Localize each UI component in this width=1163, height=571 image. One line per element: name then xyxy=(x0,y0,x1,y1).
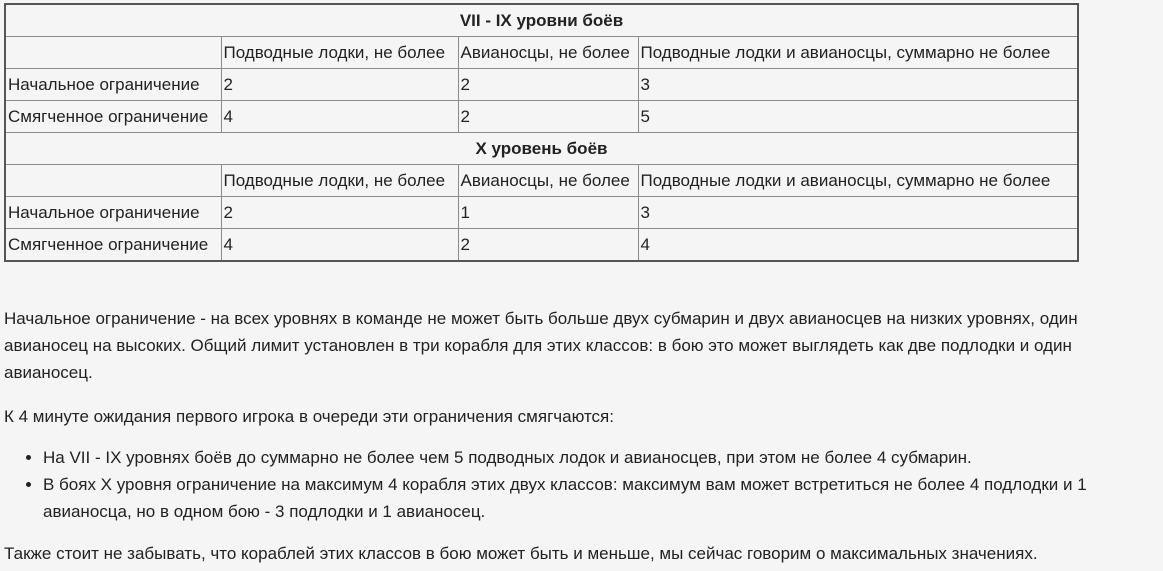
table-row xyxy=(5,197,1078,229)
paragraph-initial-limit: Начальное ограничение - на всех уровнях в команде не может быть больше двух субмарин и двух авианосцев на низких уровнях, один авианосец на высоких. Общий лимит установлен в три корабля для этих классов: в бою это может выглядеть как две подлодки и один авианосец. xyxy=(4,309,1078,382)
cell-combined: 4 xyxy=(638,229,1078,262)
list-item: • На VII - IX уровнях боёв до суммарно не более чем 5 подводных лодок и авианосцев, при этом не более 4 субмарин. xyxy=(43,444,1160,471)
section-title: VII - IX уровни боёв xyxy=(5,4,1078,37)
header-cell-carriers: Авианосцы, не более xyxy=(458,37,638,69)
table-header-row xyxy=(5,165,1078,197)
cell-combined: 3 xyxy=(638,69,1078,101)
row-label: Начальное ограничение xyxy=(5,197,221,229)
list-item: • В боях X уровня ограничение на максимум 4 корабля этих двух классов: максимум вам может встретиться не более 4 подлодки и 1 авианосца, но в одном бою - 3 подлодки и 1 авианосец. xyxy=(43,471,1160,525)
bullet-list xyxy=(4,444,1160,525)
paragraph-note: Также стоит не забывать, что кораблей этих классов в бою может быть и меньше, мы сейчас говорим о максимальных значениях. xyxy=(4,544,1038,563)
cell-carriers: 2 xyxy=(458,101,638,133)
row-label: Смягченное ограничение xyxy=(5,101,221,133)
table-row xyxy=(5,101,1078,133)
section-title: X уровень боёв xyxy=(5,133,1078,165)
section-title-row xyxy=(5,133,1078,165)
cell-carriers: 2 xyxy=(458,229,638,262)
cell-combined: 5 xyxy=(638,101,1078,133)
row-label: Начальное ограничение xyxy=(5,69,221,101)
table-row xyxy=(5,229,1078,262)
article-text xyxy=(4,305,1160,567)
cell-submarines: 4 xyxy=(221,101,458,133)
cell-submarines: 4 xyxy=(221,229,458,262)
header-cell-submarines: Подводные лодки, не более xyxy=(221,165,458,197)
header-cell-combined: Подводные лодки и авианосцы, суммарно не более xyxy=(638,37,1078,69)
cell-carriers: 1 xyxy=(458,197,638,229)
limits-table xyxy=(4,3,1079,262)
row-label: Смягченное ограничение xyxy=(5,229,221,262)
cell-combined: 3 xyxy=(638,197,1078,229)
section-title-row xyxy=(5,4,1078,37)
paragraph-softening: К 4 минуте ожидания первого игрока в очереди эти ограничения смягчаются: xyxy=(4,407,614,426)
cell-submarines: 2 xyxy=(221,197,458,229)
header-cell-empty xyxy=(5,165,221,197)
cell-carriers: 2 xyxy=(458,69,638,101)
table-header-row xyxy=(5,37,1078,69)
header-cell-submarines: Подводные лодки, не более xyxy=(221,37,458,69)
article-content xyxy=(4,3,1163,567)
header-cell-carriers: Авианосцы, не более xyxy=(458,165,638,197)
table-row xyxy=(5,69,1078,101)
header-cell-empty xyxy=(5,37,221,69)
cell-submarines: 2 xyxy=(221,69,458,101)
header-cell-combined: Подводные лодки и авианосцы, суммарно не более xyxy=(638,165,1078,197)
